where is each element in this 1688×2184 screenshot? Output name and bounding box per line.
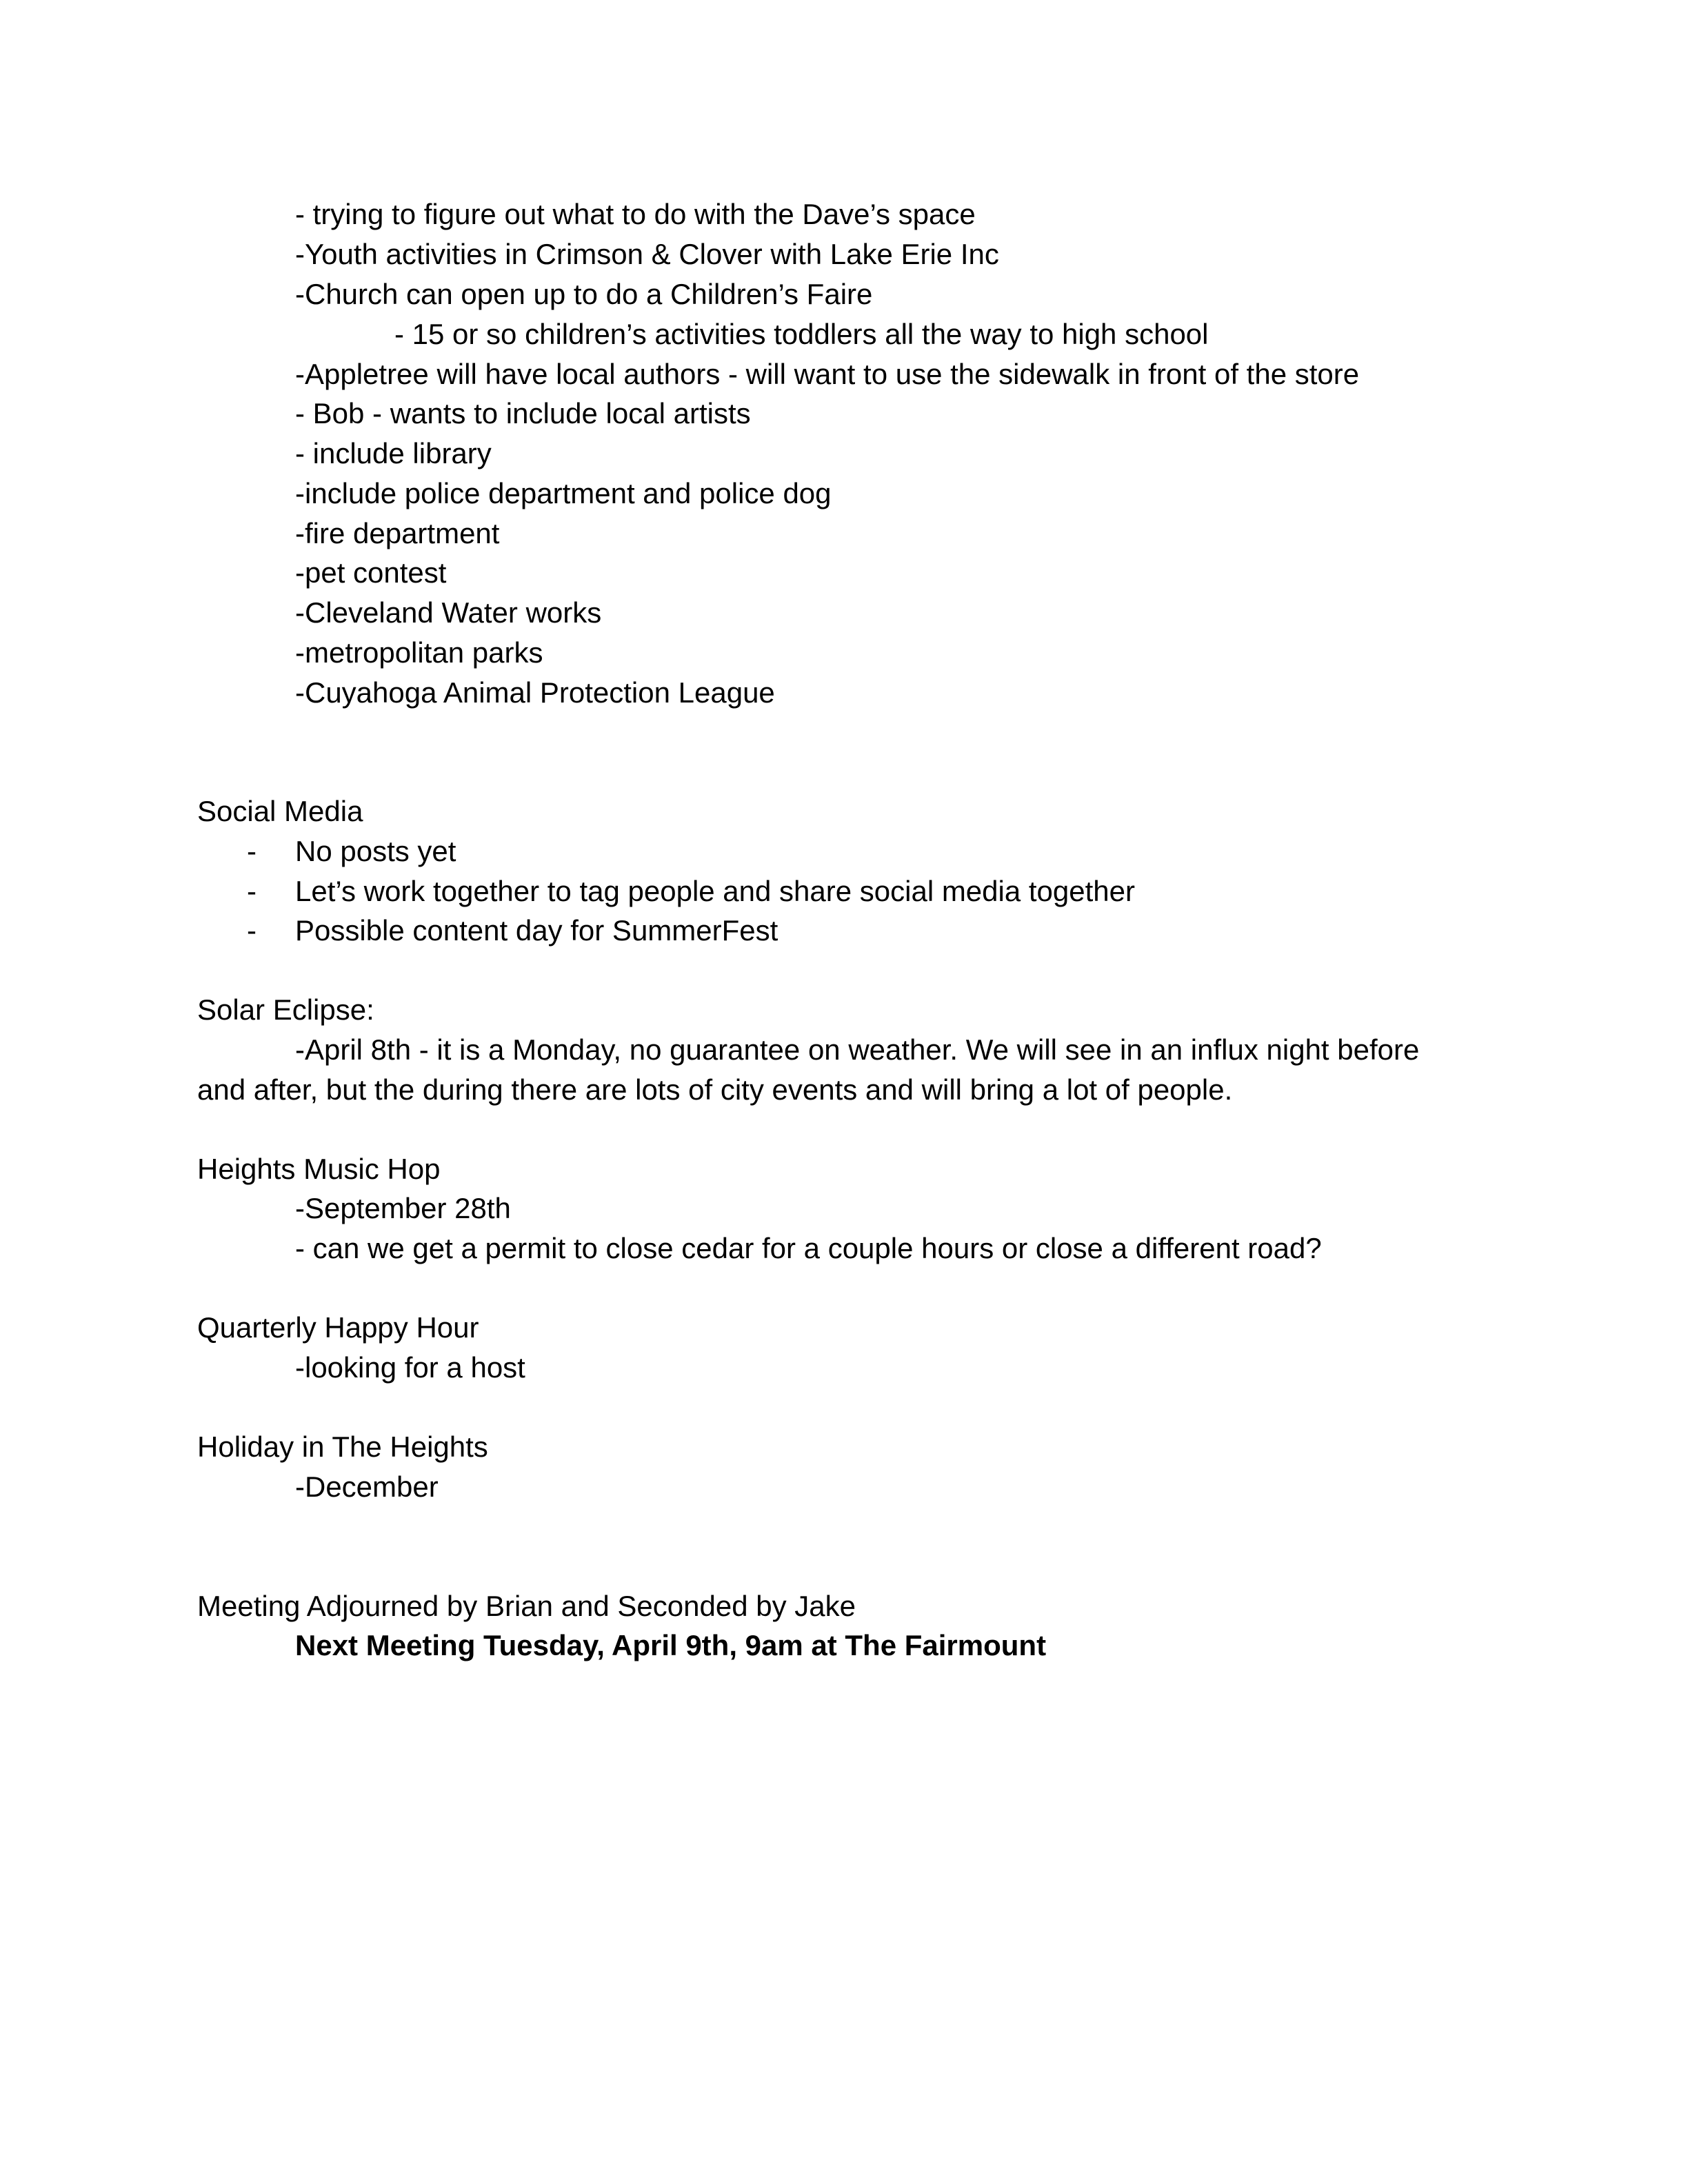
solar-eclipse-heading: Solar Eclipse: xyxy=(197,993,374,1026)
holiday-item: -December xyxy=(295,1470,439,1503)
events-item: -Appletree will have local authors - will want to use the sidewalk in front of the store xyxy=(295,358,1360,390)
adjourn-text: Meeting Adjourned by Brian and Seconded by Jake xyxy=(197,1590,856,1622)
events-item: - trying to figure out what to do with the Dave’s space xyxy=(295,198,976,230)
solar-eclipse-line: -April 8th - it is a Monday, no guarantee on weather. We will see in an influx night before xyxy=(295,1033,1420,1066)
next-meeting: Next Meeting Tuesday, April 9th, 9am at The Fairmount xyxy=(295,1629,1047,1661)
holiday-heading: Holiday in The Heights xyxy=(197,1430,488,1463)
bullet-dash: - xyxy=(247,914,257,947)
music-hop-item: - can we get a permit to close cedar for a couple hours or close a different road? xyxy=(295,1232,1322,1264)
events-item: -Cleveland Water works xyxy=(295,596,602,629)
music-hop-item: -September 28th xyxy=(295,1192,511,1224)
social-media-heading: Social Media xyxy=(197,795,363,827)
events-item: -Church can open up to do a Children’s Faire xyxy=(295,278,873,310)
events-item: -metropolitan parks xyxy=(295,636,543,669)
happy-hour-heading: Quarterly Happy Hour xyxy=(197,1311,479,1344)
events-item: -pet contest xyxy=(295,556,447,589)
happy-hour-item: -looking for a host xyxy=(295,1351,525,1384)
solar-eclipse-line: and after, but the during there are lots of city events and will bring a lot of people. xyxy=(197,1073,1233,1106)
bullet-dash: - xyxy=(247,835,257,867)
social-media-item: Possible content day for SummerFest xyxy=(295,914,778,947)
social-media-item: Let’s work together to tag people and share social media together xyxy=(295,875,1135,907)
events-subitem: - 15 or so children’s activities toddlers all the way to high school xyxy=(394,318,1209,350)
events-item: - include library xyxy=(295,437,492,469)
events-item: -Youth activities in Crimson & Clover with Lake Erie Inc xyxy=(295,238,999,270)
music-hop-heading: Heights Music Hop xyxy=(197,1153,441,1185)
events-item: - Bob - wants to include local artists xyxy=(295,397,751,429)
bullet-dash: - xyxy=(247,875,257,907)
social-media-item: No posts yet xyxy=(295,835,456,867)
events-item: -include police department and police dog xyxy=(295,477,832,509)
events-item: -Cuyahoga Animal Protection League xyxy=(295,676,775,709)
events-item: -fire department xyxy=(295,517,500,549)
